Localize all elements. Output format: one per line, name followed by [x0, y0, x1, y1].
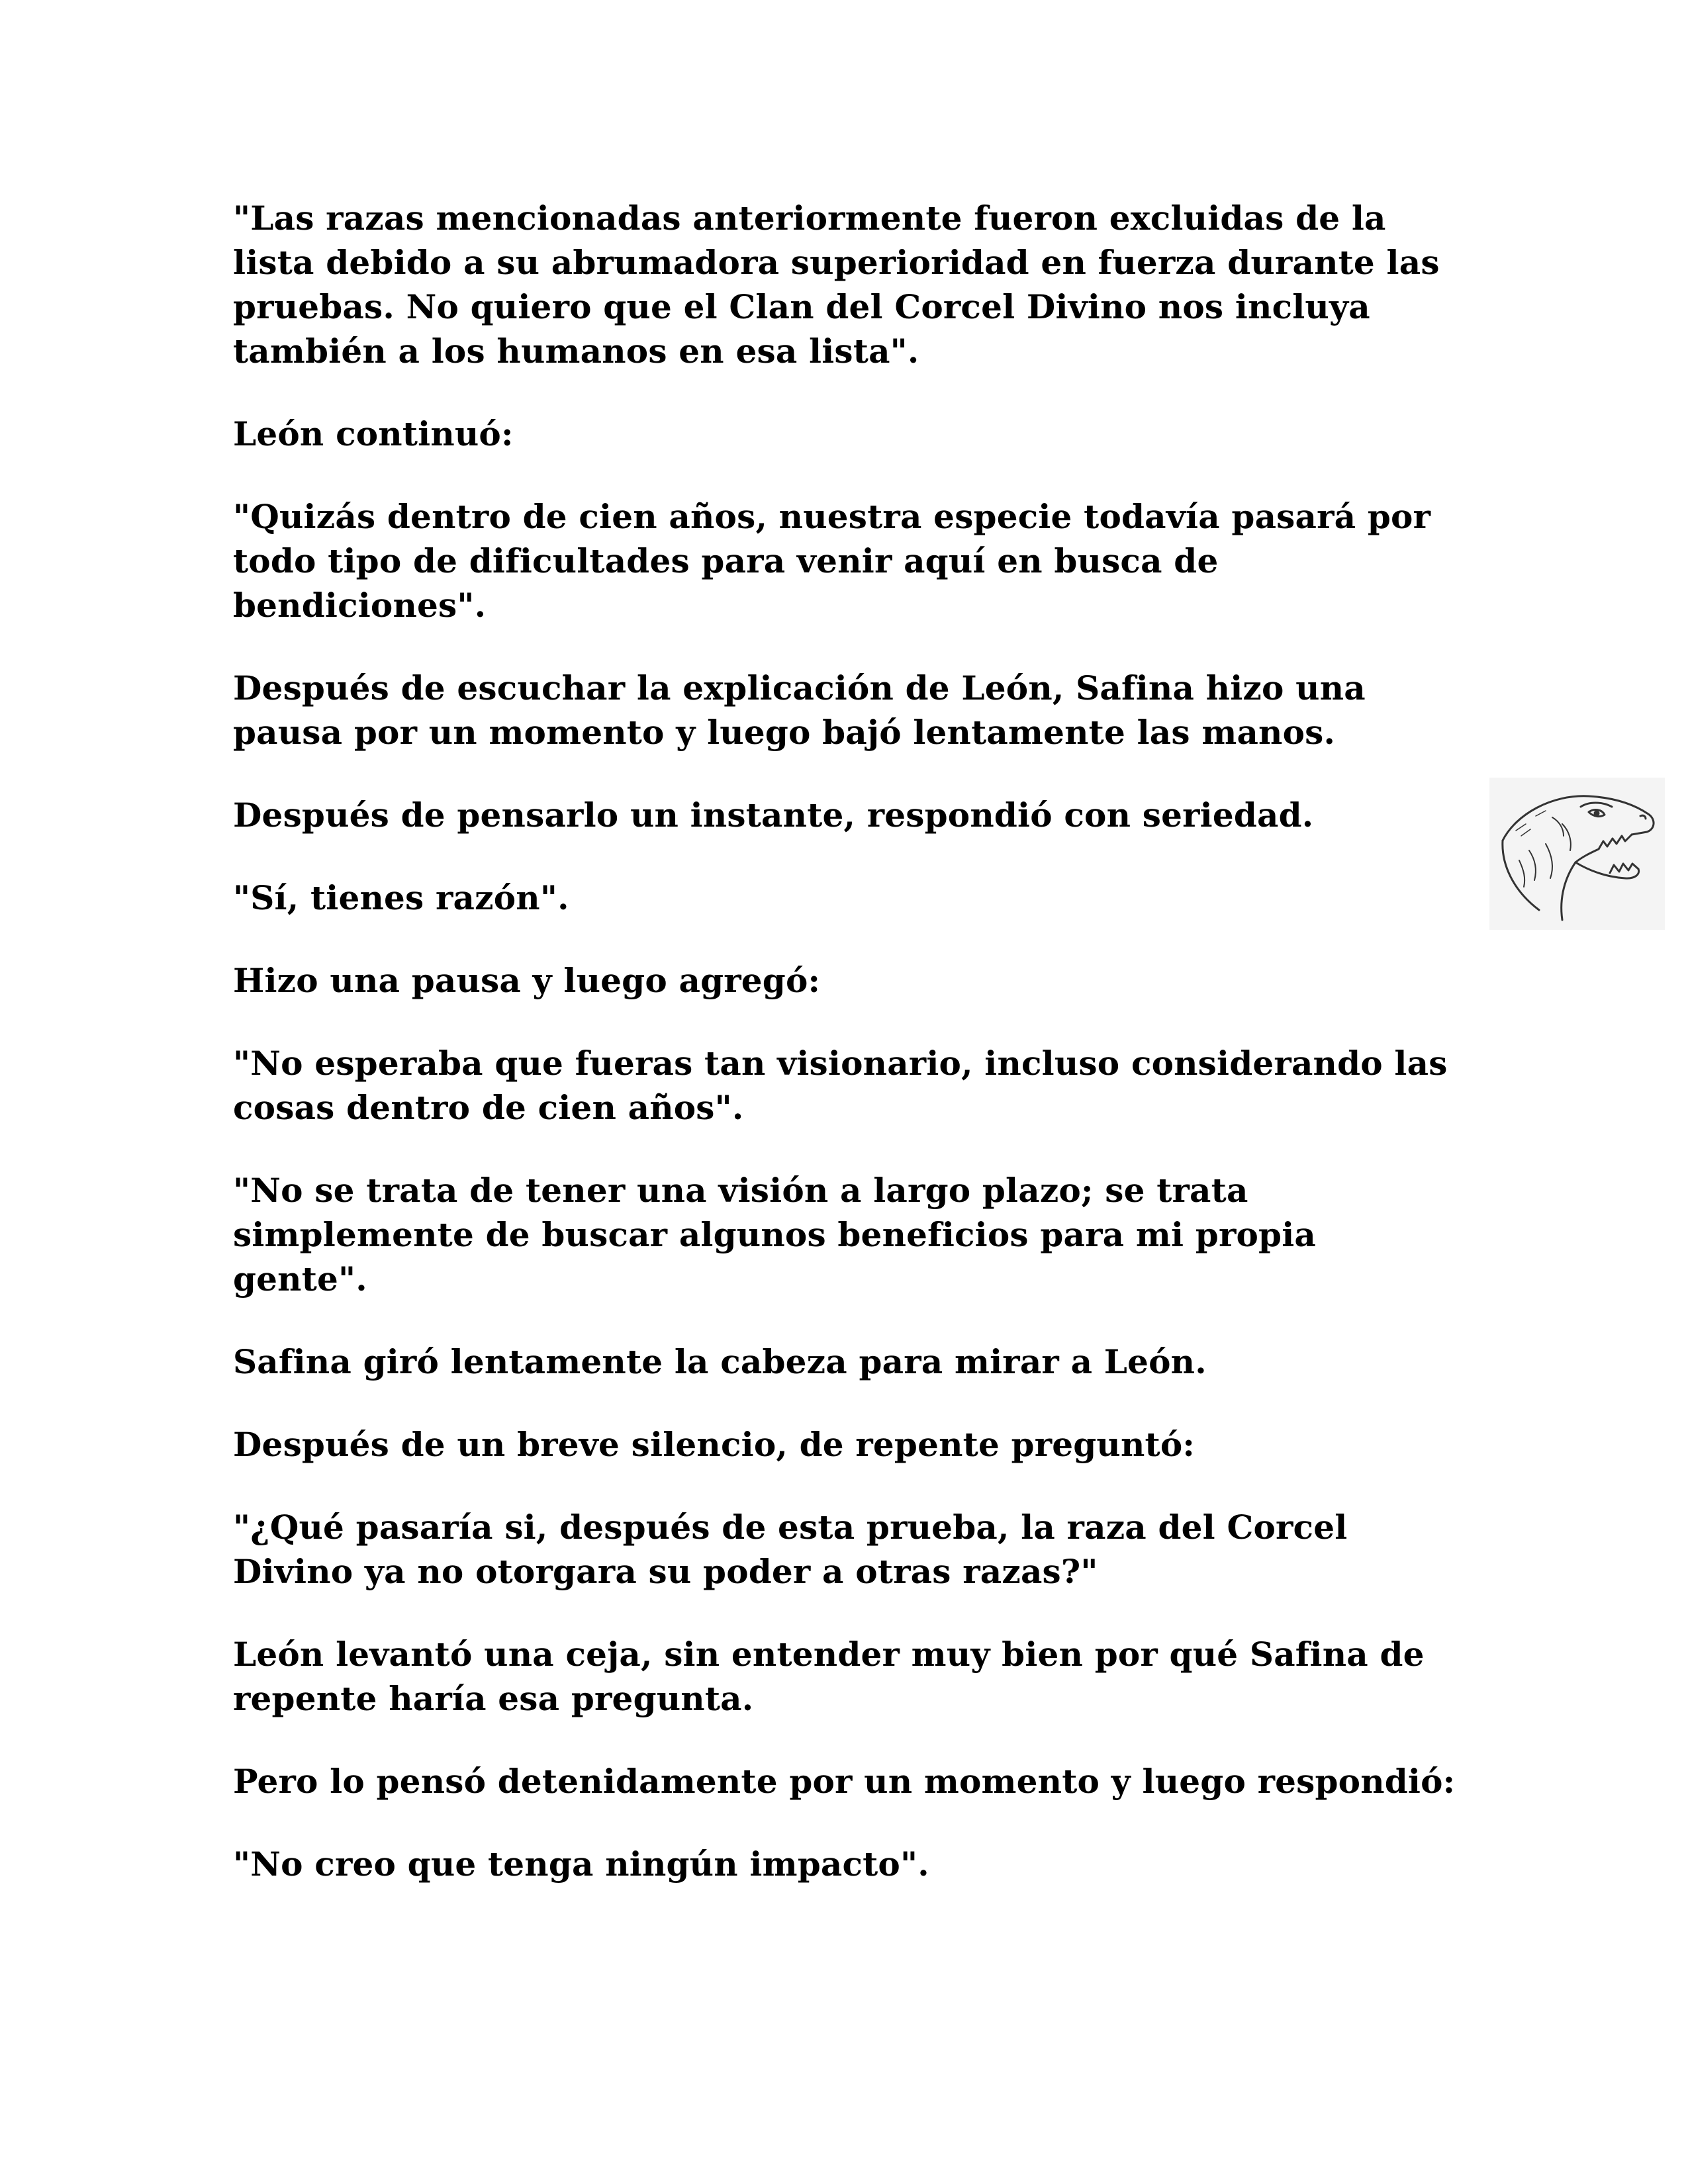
dinosaur-sketch-icon — [1489, 778, 1665, 930]
paragraph: Hizo una pausa y luego agregó: — [233, 961, 821, 1000]
paragraph: Después de escuchar la explicación de León, Safina hizo una pausa por un momento y luego bajó lentamente las manos. — [233, 668, 1366, 752]
paragraph: León continuó: — [233, 414, 514, 453]
body-text — [233, 196, 1458, 1886]
paragraph: "¿Qué pasaría si, después de esta prueba, la raza del Corcel Divino ya no otorgara su poder a otras razas?" — [233, 1508, 1348, 1591]
paragraph: León levantó una ceja, sin entender muy bien por qué Safina de repente haría esa pregunta. — [233, 1635, 1425, 1718]
paragraph: Safina giró lentamente la cabeza para mirar a León. — [233, 1342, 1207, 1381]
paragraph: Después de pensarlo un instante, respondió con seriedad. — [233, 796, 1314, 835]
paragraph: "Sí, tienes razón". — [233, 878, 569, 917]
paragraph: "Las razas mencionadas anteriormente fueron excluidas de la lista debido a su abrumadora superioridad en fuerza durante las pruebas. No quiero que el Clan del Corcel Divino nos incluya también a los humanos en esa lista". — [233, 199, 1440, 371]
paragraph: "No creo que tenga ningún impacto". — [233, 1844, 929, 1884]
paragraph: Pero lo pensó detenidamente por un momento y luego respondió: — [233, 1762, 1456, 1801]
paragraph: "No esperaba que fueras tan visionario, incluso considerando las cosas dentro de cien años". — [233, 1044, 1448, 1127]
paragraph: Después de un breve silencio, de repente preguntó: — [233, 1425, 1196, 1464]
paragraph: "Quizás dentro de cien años, nuestra especie todavía pasará por todo tipo de dificultades para venir aquí en busca de bendiciones". — [233, 497, 1431, 625]
paragraph: "No se trata de tener una visión a largo plazo; se trata simplemente de buscar algunos beneficios para mi propia gente". — [233, 1171, 1316, 1298]
